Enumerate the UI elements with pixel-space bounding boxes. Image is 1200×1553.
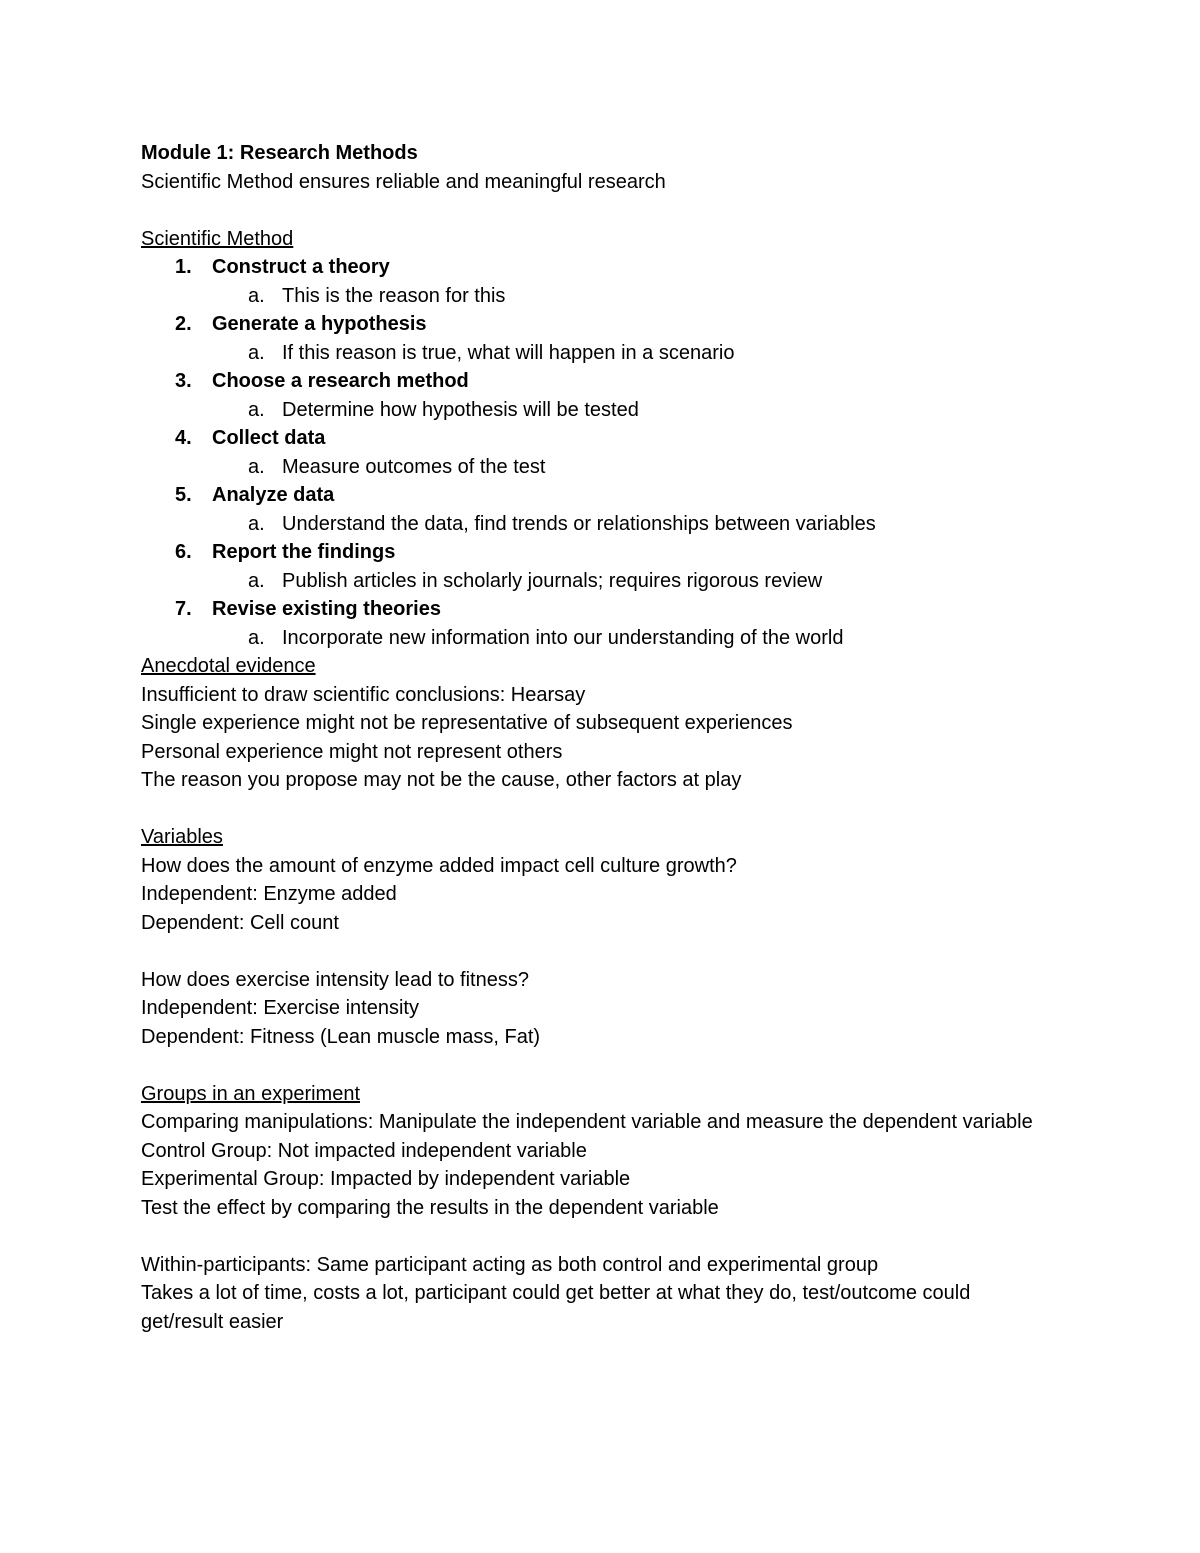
intro-text: Scientific Method ensures reliable and meaningful research xyxy=(141,170,666,193)
within-participants-line: Within-participants: Same participant acting as both control and experimental group xyxy=(141,1253,879,1276)
section-heading-variables: Variables xyxy=(141,826,223,848)
section-heading-anecdotal-evidence: Anecdotal evidence xyxy=(141,655,316,677)
groups-line: Control Group: Not impacted independent variable xyxy=(141,1139,587,1162)
document-body xyxy=(141,139,1041,1336)
subitem-letter: a. xyxy=(248,398,265,421)
step-item xyxy=(141,367,1041,396)
section-heading-scientific-method: Scientific Method xyxy=(141,227,294,250)
subitem-text: This is the reason for this xyxy=(282,284,506,307)
variables-line: How does the amount of enzyme added impact cell culture growth? xyxy=(141,854,737,877)
spacer xyxy=(141,937,1041,966)
step-subitem xyxy=(141,624,1041,653)
groups-line: Test the effect by comparing the results in the dependent variable xyxy=(141,1196,719,1219)
spacer xyxy=(141,196,1041,225)
step-title: Construct a theory xyxy=(212,256,390,278)
subitem-text: Publish articles in scholarly journals; requires rigorous review xyxy=(282,569,823,592)
subitem-letter: a. xyxy=(248,284,265,307)
subitem-text: Incorporate new information into our understanding of the world xyxy=(282,626,844,649)
groups-line: Experimental Group: Impacted by independent variable xyxy=(141,1168,631,1190)
section-heading-groups-in-an-experiment: Groups in an experiment xyxy=(141,1082,361,1105)
step-item xyxy=(141,538,1041,567)
subitem-text: Measure outcomes of the test xyxy=(282,455,546,478)
spacer xyxy=(141,1222,1041,1251)
subitem-text: If this reason is true, what will happen in a scenario xyxy=(282,341,735,364)
variables-line: Independent: Exercise intensity xyxy=(141,997,419,1019)
spacer xyxy=(141,795,1041,824)
step-item xyxy=(141,481,1041,510)
subitem-text: Determine how hypothesis will be tested xyxy=(282,398,639,421)
step-title: Choose a research method xyxy=(212,370,469,392)
subitem-letter: a. xyxy=(248,341,265,364)
spacer xyxy=(141,1051,1041,1080)
step-subitem xyxy=(141,453,1041,482)
step-title: Analyze data xyxy=(212,484,335,506)
scientific-method-steps xyxy=(141,253,1041,652)
step-subitem xyxy=(141,339,1041,368)
anecdotal-line: Single experience might not be representative of subsequent experiences xyxy=(141,712,793,734)
step-item xyxy=(141,595,1041,624)
subitem-letter: a. xyxy=(248,512,265,535)
variables-line: How does exercise intensity lead to fitness? xyxy=(141,968,529,991)
subitem-text: Understand the data, find trends or relationships between variables xyxy=(282,512,876,535)
groups-line: Comparing manipulations: Manipulate the independent variable and measure the dependent variable xyxy=(141,1111,1033,1133)
step-title: Generate a hypothesis xyxy=(212,313,427,335)
within-participants-line: Takes a lot of time, costs a lot, participant could get better at what they do, test/outcome could get/result easier xyxy=(141,1282,971,1333)
step-subitem xyxy=(141,510,1041,539)
subitem-letter: a. xyxy=(248,626,265,649)
step-number: 5. xyxy=(175,484,192,506)
step-number: 2. xyxy=(175,313,192,335)
subitem-letter: a. xyxy=(248,569,265,592)
document-title: Module 1: Research Methods xyxy=(141,142,418,164)
anecdotal-line: Personal experience might not represent others xyxy=(141,740,563,763)
anecdotal-line: The reason you propose may not be the cause, other factors at play xyxy=(141,769,742,791)
step-number: 1. xyxy=(175,256,192,278)
anecdotal-line: Insufficient to draw scientific conclusions: Hearsay xyxy=(141,683,586,706)
step-number: 3. xyxy=(175,370,192,392)
subitem-letter: a. xyxy=(248,455,265,478)
step-subitem xyxy=(141,567,1041,596)
step-title: Report the findings xyxy=(212,541,396,563)
step-item xyxy=(141,310,1041,339)
step-title: Revise existing theories xyxy=(212,598,441,620)
step-number: 6. xyxy=(175,541,192,563)
step-item xyxy=(141,424,1041,453)
step-subitem xyxy=(141,282,1041,311)
variables-line: Independent: Enzyme added xyxy=(141,883,397,905)
step-subitem xyxy=(141,396,1041,425)
step-number: 7. xyxy=(175,598,192,620)
step-title: Collect data xyxy=(212,427,326,449)
variables-line: Dependent: Fitness (Lean muscle mass, Fat) xyxy=(141,1025,541,1048)
step-item xyxy=(141,253,1041,282)
variables-line: Dependent: Cell count xyxy=(141,911,339,934)
step-number: 4. xyxy=(175,427,192,449)
